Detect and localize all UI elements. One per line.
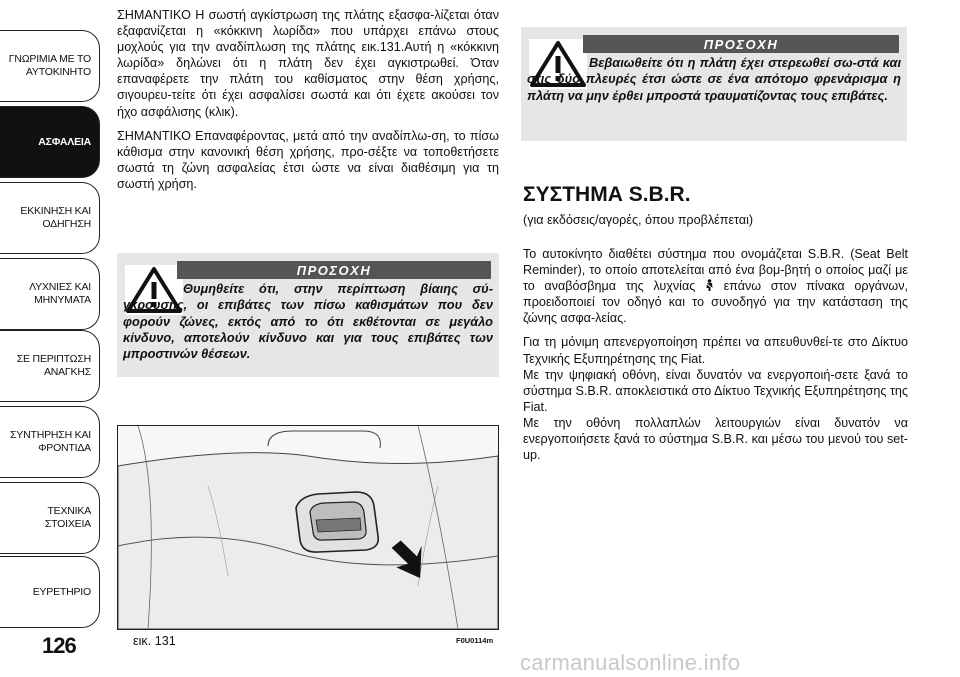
seatbelt-warning-icon [705,279,714,291]
paragraph: Για τη μόνιμη απενεργοποίηση πρέπει να απευθυνθεί-τε στο Δίκτυο Τεχνικής Εξυπηρέτησης της Fiat. [523,335,908,366]
tab-starting-driving[interactable]: ΕΚΚΙΝΗΣΗ ΚΑΙ ΟΔΗΓΗΣΗ [0,182,100,254]
paragraph [523,246,908,326]
figure-code: F0U0114m [456,636,494,645]
watermark: carmanualsonline.info [520,650,741,675]
tab-warning-lights[interactable]: ΛΥΧΝΙΕΣ ΚΑΙ ΜΗΝΥΜΑΤΑ [0,258,100,330]
tab-maintenance[interactable]: ΣΥΝΤΗΡΗΣΗ ΚΑΙ ΦΡΟΝΤΙΔΑ [0,406,100,478]
right-column [523,246,908,471]
warning-box [117,253,499,377]
paragraph: ΣΗΜΑΝΤΙΚΟ Η σωστή αγκίστρωση της πλάτης εξασφα-λίζεται όταν εξαφανίζεται η «κόκκινη λωρίδα» που υπάρχει επάνω στους μοχλούς για την αναδίπλωση της πλάτης εικ.131.Αυτή η «κόκκινη λωρίδα» δηλώνει ότι η πλάτη δεν έχει αγκιστρωθεί. Όταν επαναφέρετε την πλάτη του καθίσματος στην θέση χρήσης, σιγουρευ-τείτε ότι έχει ασφαλίσει σωστά και ότι έχετε ακούσει τον ήχο ασφάλισης (κλικ). [117,8,499,119]
paragraph: Με την ψηφιακή οθόνη, είναι δυνατόν να ενεργοποιή-σετε ξανά το σύστημα S.B.R. αποκλειστικά στο Δίκτυο Τεχνικής Εξυπηρέτησης της Fiat. [523,367,908,414]
page-number: 126 [42,633,76,658]
tab-emergency[interactable]: ΣΕ ΠΕΡΙΠΤΩΣΗ ΑΝΑΓΚΗΣ [0,330,100,402]
warning-box [521,27,907,141]
warning-heading: ΠΡΟΣΟΧΗ [177,261,491,279]
paragraph-text: Το αυτοκίνητο διαθέτει σύστημα που ονομάζεται S.B.R. (Seat Belt Reminder), το οποίο αποτελείται από ένα βομ-βητή ο οποίος μαζί με το αναβόσβημα της λυχνίας [523,247,908,294]
tab-technical-data[interactable]: ΤΕΧΝΙΚΑ ΣΤΟΙΧΕΙΑ [0,482,100,554]
warning-heading: ΠΡΟΣΟΧΗ [583,35,899,53]
warning-text: Θυμηθείτε ότι, στην περίπτωση βίαιης σύ-γκρουσης, οι επιβάτες των πίσω καθισμάτων που δεν φορούν ζώνες, εκτός από το ότι εκθέτονται σε μεγάλο κίνδυνο, αποτελούν κίνδυνο και για τους επιβάτες των μπροστινών θέσεων. [123,281,493,362]
seat-latch-illustration [118,426,498,629]
tab-safety[interactable]: ΑΣΦΑΛΕΙΑ [0,106,100,178]
figure-131 [117,425,499,630]
figure-caption: εικ. 131 [133,634,176,648]
tab-index[interactable]: ΕΥΡΕΤΗΡΙΟ [0,556,100,628]
section-subtitle: (για εκδόσεις/αγορές, όπου προβλέπεται) [523,213,754,227]
paragraph: Με την οθόνη πολλαπλών λειτουργιών είναι δυνατόν να ενεργοποιήσετε ξανά το σύστημα S.B.R. και μέσω του μενού του set-up. [523,415,908,463]
paragraph: ΣΗΜΑΝΤΙΚΟ Επαναφέροντας, μετά από την αναδίπλω-ση, το πίσω κάθισμα στην κανονική θέση χρήσης, προ-σέξτε να τοποθετήσετε σωστά τη ζώνη ασφαλείας έτσι ώστε να είναι διαθέσιμη για τη σωστή χρήση. [117,128,499,191]
left-column [117,7,499,200]
paragraph-text: επάνω στον πίνακα οργάνων, προειδοποιεί τον οδηγό και το συνοδηγό για την κατάσταση της ζώνης ασφα-λείας. [523,279,909,326]
warning-text: Βεβαιωθείτε ότι η πλάτη έχει στερεωθεί σω-στά και στις δύο πλευρές έτσι ώστε σε ένα απότομο φρενάρισμα η πλάτη να μην έρθει μπροστά τραυματίζοντας τους επιβάτες. [527,55,901,103]
tab-getting-to-know[interactable]: ΓΝΩΡΙΜΙΑ ΜΕ ΤΟ ΑΥΤΟΚΙΝΗΤΟ [0,30,100,102]
section-title: ΣΥΣΤΗΜΑ S.B.R. [523,183,691,206]
